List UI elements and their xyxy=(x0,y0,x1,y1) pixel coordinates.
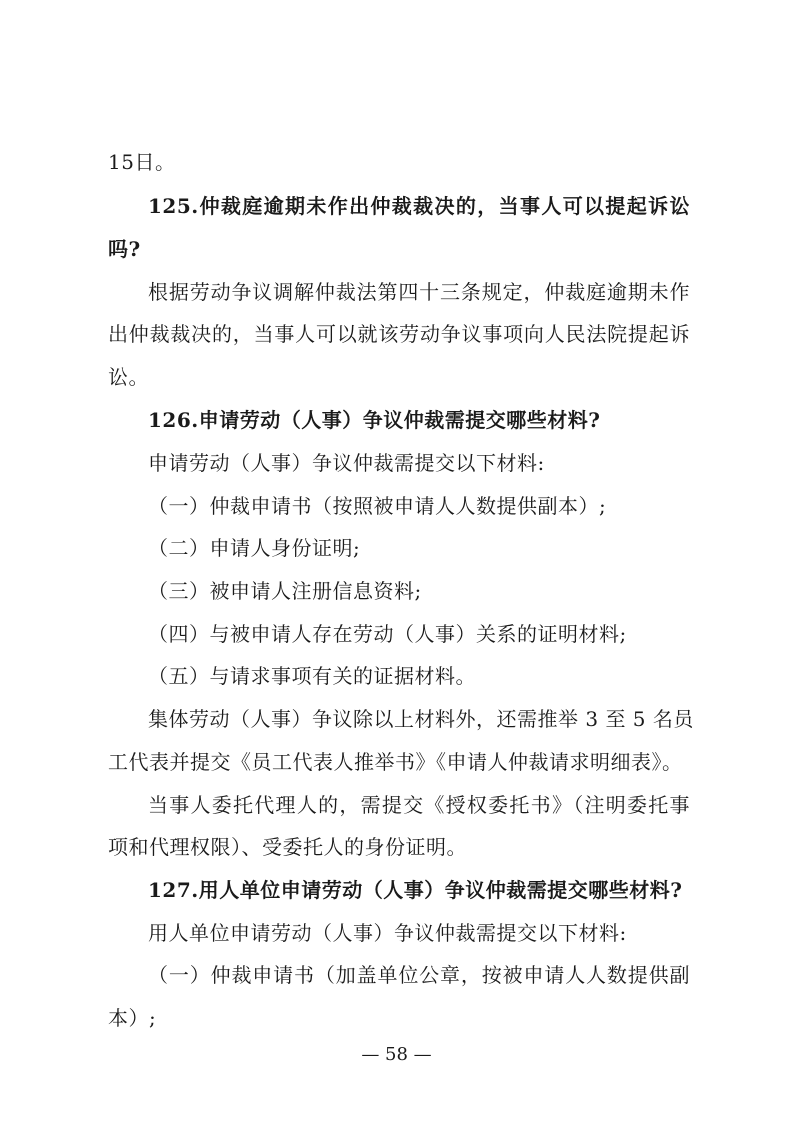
answer-127-intro: 用人单位申请劳动（人事）争议仲裁需提交以下材料: xyxy=(148,921,627,945)
question-126-heading: 126.申请劳动（人事）争议仲裁需提交哪些材料? xyxy=(148,408,601,432)
answer-126-agent-line-2: 项和代理权限）、受委托人的身份证明。 xyxy=(108,835,467,859)
answer-126-collective-line-2: 工代表并提交《员工代表人推举书》《申请人仲裁请求明细表》。 xyxy=(108,750,683,774)
answer-127-item-1-line-1: （一）仲裁申请书（加盖单位公章，按被申请人人数提供副 xyxy=(148,963,690,987)
answer-125-line-1: 根据劳动争议调解仲裁法第四十三条规定，仲裁庭逾期未作 xyxy=(148,280,690,304)
answer-125-line-2: 出仲裁裁决的，当事人可以就该劳动争议事项向人民法院提起诉 xyxy=(108,322,690,346)
question-125-heading-line-2: 吗? xyxy=(108,237,141,261)
page-number: — 58 — xyxy=(361,1044,432,1065)
answer-126-item-3: （三）被申请人注册信息资料; xyxy=(148,579,422,603)
answer-126-intro: 申请劳动（人事）争议仲裁需提交以下材料: xyxy=(148,451,545,475)
answer-126-item-5: （五）与请求事项有关的证据材料。 xyxy=(148,664,476,688)
answer-126-item-2: （二）申请人身份证明; xyxy=(148,536,361,560)
answer-126-item-1: （一）仲裁申请书（按照被申请人人数提供副本）; xyxy=(148,494,607,518)
question-125-heading-line-1: 125.仲裁庭逾期未作出仲裁裁决的，当事人可以提起诉讼 xyxy=(148,194,690,218)
answer-125-line-3: 讼。 xyxy=(108,365,149,389)
answer-126-agent-line-1: 当事人委托代理人的，需提交《授权委托书》（注明委托事 xyxy=(148,793,690,817)
answer-126-collective-line-1: 集体劳动（人事）争议除以上材料外，还需推举 3 至 5 名员 xyxy=(148,707,694,731)
answer-127-item-1-line-2: 本）; xyxy=(108,1006,157,1030)
question-127-heading: 127.用人单位申请劳动（人事）争议仲裁需提交哪些材料? xyxy=(148,878,683,902)
answer-126-item-4: （四）与被申请人存在劳动（人事）关系的证明材料; xyxy=(148,622,627,646)
continuation-line: 15日。 xyxy=(108,150,176,174)
